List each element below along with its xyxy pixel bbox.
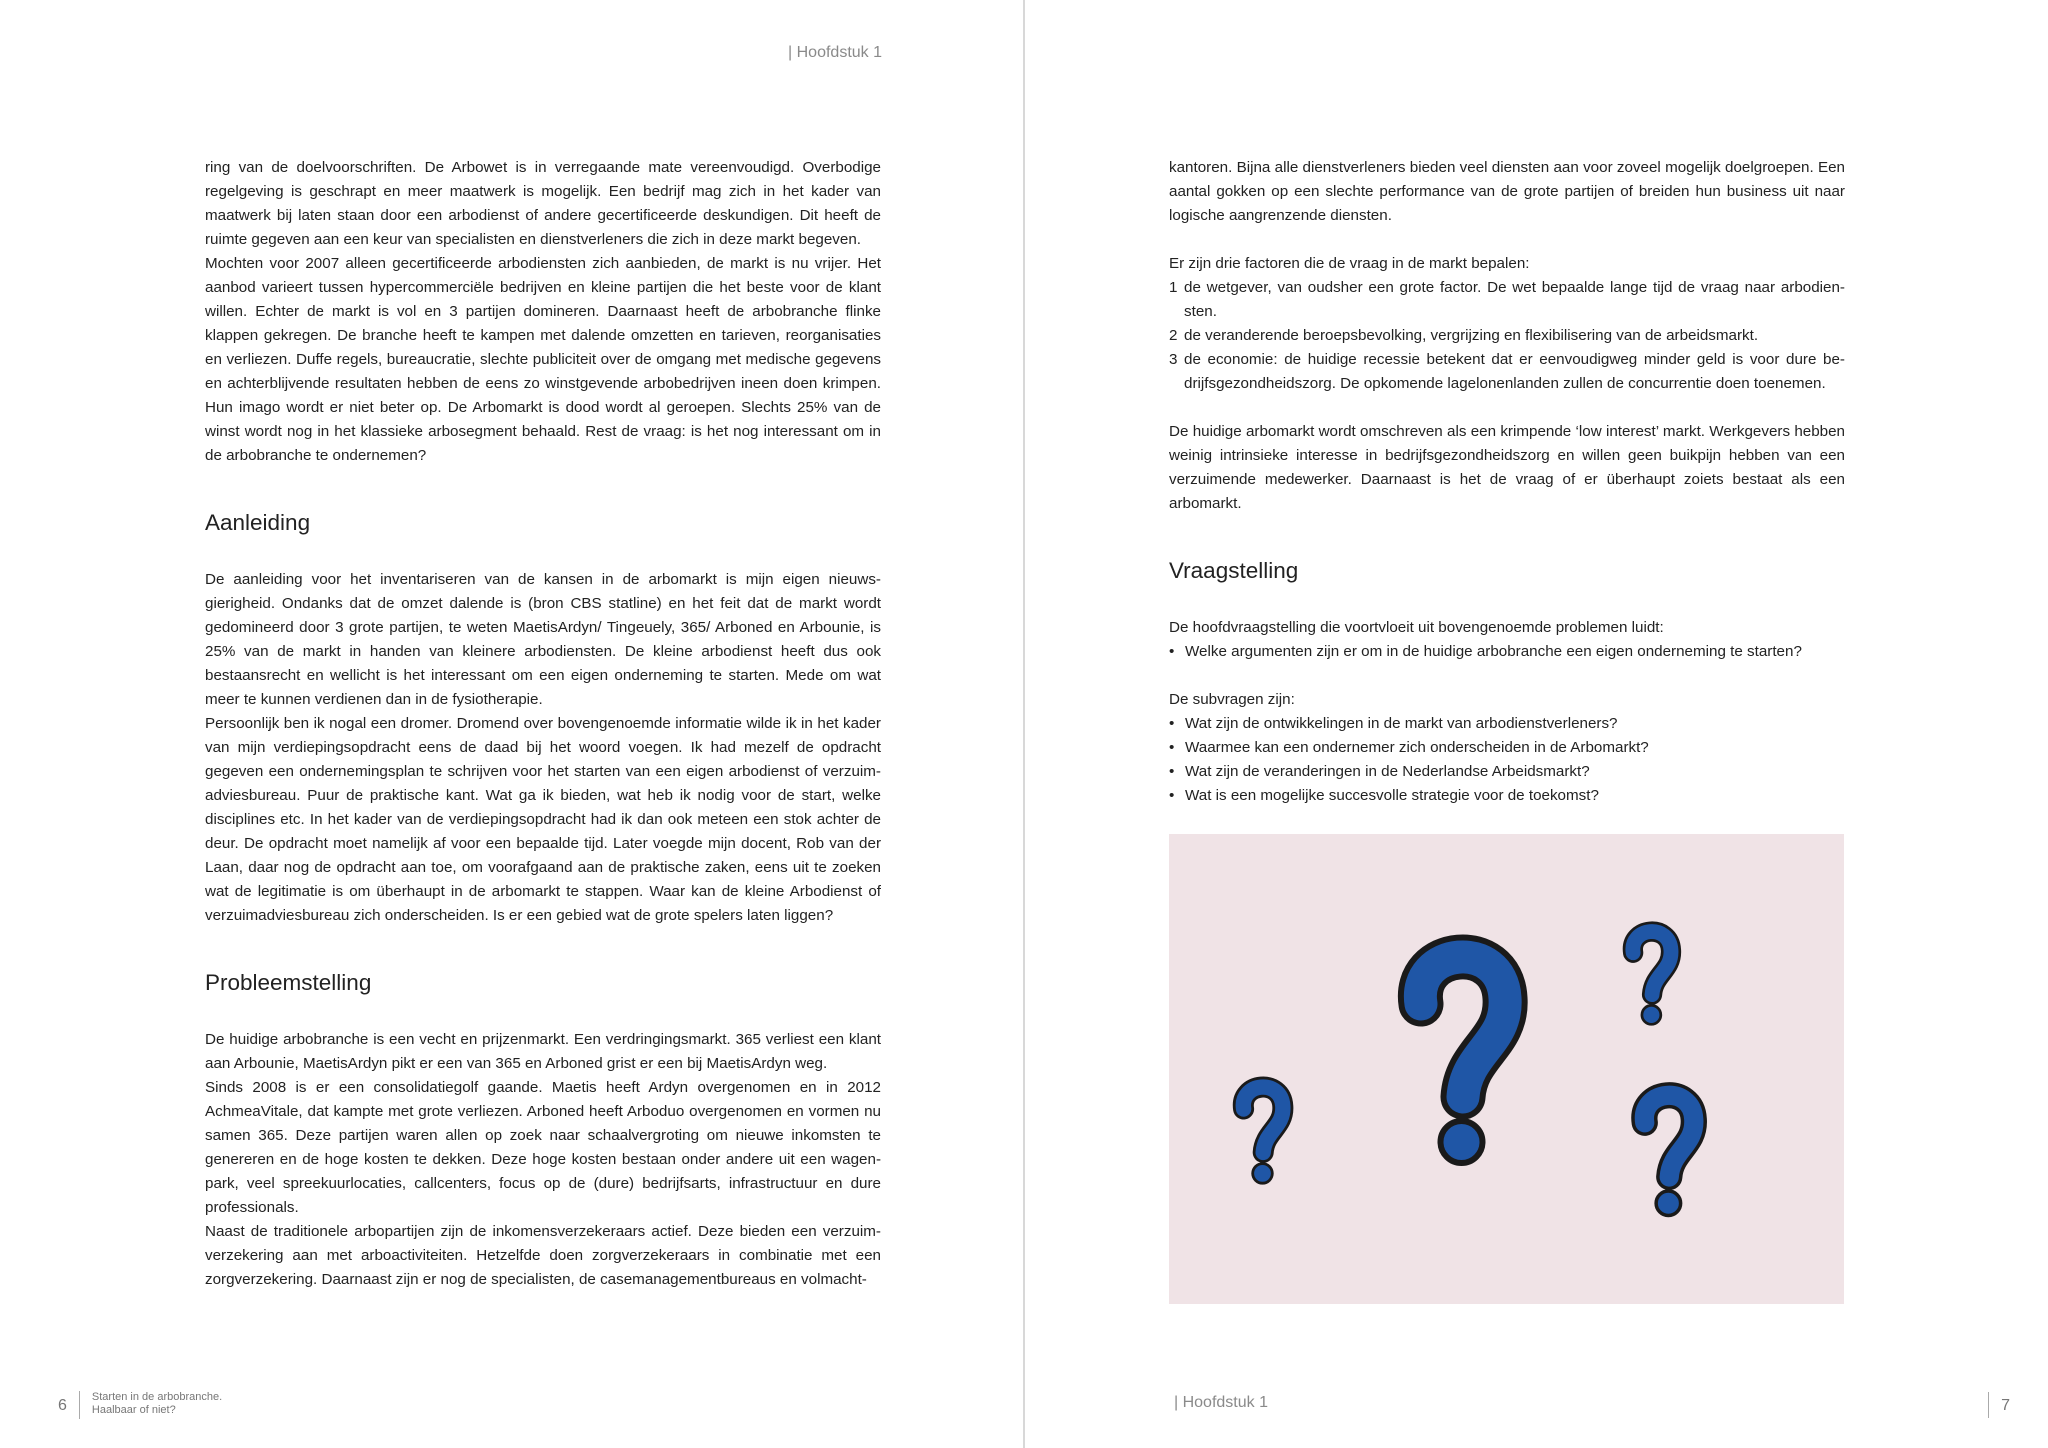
section-heading-probleemstelling: Probleemstelling (205, 970, 372, 995)
question-mark-medium-icon (1644, 1095, 1693, 1215)
list-item: 3 de economie: de huidige recessie betekent dat er eenvoudigweg minder geld is voor dure be-drijfsgezondheidszorg. De opkomende lagelonenlanden zullen de concurrentie doen toenemen. (1169, 351, 1845, 392)
right-footer (1988, 1392, 2010, 1418)
footer-divider (1988, 1392, 1989, 1418)
probleemstelling-paragraph: De huidige arbobranche is een vecht en prijzenmarkt. Een verdringingsmarkt. 365 verliest een klant aan Arbounie, MaetisArdyn pikt er een van 365 en Arboned grist er een bij MaetisArdyn weg. (205, 1031, 881, 1072)
list-item: • Wat zijn de veranderingen in de Nederlandse Arbeidsmarkt? (1169, 763, 1590, 780)
aanleiding-paragraph: De aanleiding voor het inventariseren van de kansen in de arbomarkt is mijn eigen nieuws-gierigheid. Ondanks dat de omzet dalende is (bron CBS statline) en het feit dat de markt wordt gedomineerd door 3 grote partijen, te weten MaetisArdyn/ Tingeuely, 365/ Arboned en Arbounie, is 25% van de markt in handen van kleinere arbodiensten. De kleine arbodienst heeft dus ook bestaansrecht en wellicht is het interessant om een eigen onderneming te starten. Mede om wat meer te kunnen verdienen dan in de fysiotherapie. (205, 571, 881, 708)
left-footer (58, 1391, 222, 1419)
footer-book-title: Starten in de arbobranche. Haalbaar of niet? (91, 1391, 223, 1416)
list-item: 1 de wetgever, van oudsher een grote factor. De wet bepaalde lange tijd de vraag naar arbodien-sten. (1169, 279, 1845, 320)
page-number: 7 (2001, 1397, 2010, 1414)
right-text-column (1169, 156, 1845, 808)
left-text-column (205, 156, 881, 1292)
main-question-list (1169, 640, 1845, 664)
question-mark-large-icon (1420, 957, 1505, 1163)
section-heading-vraagstelling: Vraagstelling (1169, 558, 1299, 583)
intro-paragraph: ring van de doelvoorschriften. De Arbowet is in verregaande mate vereenvoudigd. Overbodige regelgeving is geschrapt en meer maatwerk is mogelijk. Een bedrijf mag zich in het kader van maatwerk bij laten staan door een arbodienst of andere gecertificeerde deskundigen. Dit heeft de ruimte gegeven aan een keur van specialisten en dienstverleners die zich in deze markt begeven. (205, 159, 881, 248)
continuation-paragraph: kantoren. Bijna alle dienstverleners bieden veel diensten aan voor zoveel mogelijk doelgroepen. Een aantal gokken op een slechte performance van de grote partijen of breiden hun business uit naar logische aangrenzende diensten. (1169, 159, 1845, 224)
market-paragraph: De huidige arbomarkt wordt omschreven als een krimpende ‘low interest’ markt. Werkgevers hebben weinig intrinsieke interesse in bedrijfsgezondheidszorg en willen geen buikpijn hebben van een verzuimende medewerker. Daarnaast is het de vraag of er überhaupt zoiets bestaat als een arbomarkt. (1169, 423, 1845, 512)
list-item: • Waarmee kan een ondernemer zich onderscheiden in de Arbomarkt? (1169, 739, 1649, 756)
main-question-intro: De hoofdvraagstelling die voortvloeit uit bovengenoemde problemen luidt: (1169, 619, 1664, 636)
right-page (1024, 0, 2048, 1448)
list-item: 2 de veranderende beroepsbevolking, vergrijzing en flexibilisering van de arbeidsmarkt. (1169, 327, 1759, 344)
list-item: • Wat zijn de ontwikkelingen in de markt van arbodienstverleners? (1169, 715, 1618, 732)
running-head: | Hoofdstuk 1 (788, 44, 882, 61)
aanleiding-paragraph: Persoonlijk ben ik nogal een dromer. Dromend over bovengenoemde informatie wilde ik in het kader van mijn verdiepingsopdracht eens de daad bij het woord voegen. Ik had mezelf de opdracht gegeven een ondernemingsplan te schrijven voor het starten van een eigen arbodienst of verzuim-adviesbureau. Puur de praktische kant. Wat ga ik bieden, wat heb ik nodig voor de start, welke disciplines etc. In het kader van de verdiepingsopdracht had ik dan ook meteen een stok achter de deur. De opdracht moet namelijk af voor een bepaalde tijd. Later voegde mijn docent, Rob van der Laan, daar nog de opdracht aan toe, om voorafgaand aan de praktische zaken, eens uit te zoeken wat de legitimatie is om überhaupt in de arbomarkt te stappen. Waar kan de kleine Arbodienst of verzuimadviesbureau zich onderscheiden. Is er een gebied wat de grote spelers laten liggen? (205, 715, 881, 924)
sub-questions-intro: De subvragen zijn: (1169, 691, 1295, 708)
page-number: 6 (58, 1397, 67, 1414)
section-heading-aanleiding: Aanleiding (205, 510, 311, 535)
question-mark-small-icon (1633, 932, 1671, 1025)
list-item: • Welke argumenten zijn er om in de huidige arbobranche een eigen onderneming te starten? (1169, 643, 1802, 660)
probleemstelling-paragraph: Sinds 2008 is er een consolidatiegolf gaande. Maetis heeft Ardyn overgenomen en in 2012 AchmeaVitale, dat kampte met grote verliezen. Arboned heeft Arboduo overgenomen en vormen nu samen 365. Deze partijen waren allen op zoek naar schaalvergroting om nieuwe inkomsten te genereren en de hoge kosten te dekken. Deze hoge kosten bestaan onder andere uit een wagen-park, veel spreekuurlocaties, callcenters, focus op de (dure) bedrijfsarts, infrastructuur en dure professionals. (205, 1079, 881, 1216)
footer-divider (79, 1391, 80, 1419)
probleemstelling-paragraph: Naast de traditionele arbopartijen zijn de inkomensverzekeraars actief. Deze bieden een verzuim-verzekering aan met arboactiviteiten. Hetzelfde doen zorgverzekeraars in combinatie met een zorgverzekering. Daarnaast zijn er nog de specialisten, de casemanagementbureaus en volmacht- (205, 1223, 881, 1288)
footer-running-head: | Hoofdstuk 1 (1174, 1394, 1268, 1411)
list-item: • Wat is een mogelijke succesvolle strategie voor de toekomst? (1169, 787, 1599, 804)
sub-questions-list (1169, 712, 1845, 808)
question-mark-small-icon (1243, 1087, 1283, 1183)
factors-list (1169, 276, 1845, 396)
question-marks-illustration (1169, 834, 1844, 1304)
factors-intro: Er zijn drie factoren die de vraag in de markt bepalen: (1169, 255, 1530, 272)
intro-paragraph: Mochten voor 2007 alleen gecertificeerde arbodiensten zich aanbieden, de markt is nu vrijer. Het aanbod varieert tussen hypercommerciële bedrijven en kleine partijen die het beste voor de klant willen. Echter de markt is vol en 3 partijen domineren. Daarnaast heeft de arbobranche flinke klappen gekregen. De branche heeft te kampen met dalende omzetten en tarieven, reorganisaties en verliezen. Duffe regels, bureaucratie, slechte publiciteit over de omgang met medische gegevens en achterblijvende resultaten hebben de eens zo winstgevende arbobedrijven ineen doen krimpen. Hun imago wordt er niet beter op. De Arbomarkt is dood wordt al geroepen. Slechts 25% van de winst wordt nog in het klassieke arbosegment behaald. Rest de vraag: is het nog interessant om in de arbobranche te ondernemen? (205, 255, 881, 464)
question-marks-icon (1169, 834, 1844, 1304)
